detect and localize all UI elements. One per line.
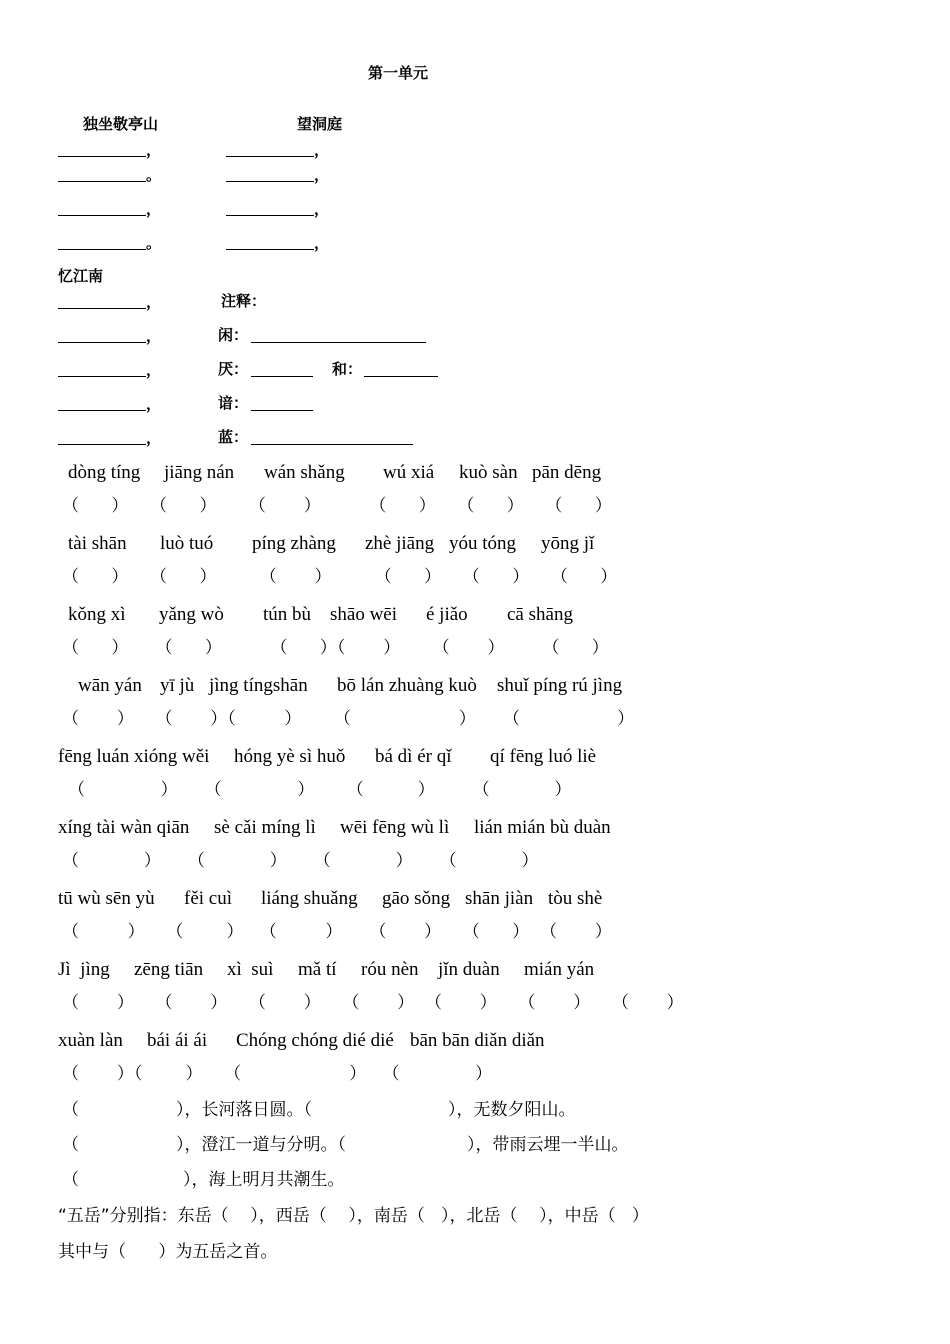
comma: ， [314,234,330,252]
comma: ， [146,361,162,379]
blank-line[interactable] [226,156,314,157]
pinyin-word: qí fēng luó liè [490,746,597,767]
answer-parens[interactable]: （ ） （ ） （ ） （ ） （ ） （ ） [62,496,612,516]
answer-parens[interactable]: （ ） （ ） （ ） （ ） [62,851,539,871]
pinyin-word: shuǐ píng rú jìng [497,675,623,696]
blank-line[interactable] [58,156,146,157]
answer-parens[interactable]: （ ） （ ） （ ） （ ） [68,780,572,800]
answer-parens[interactable]: （ ） （ ） （ ） （ ） （ ） （ ） [62,567,618,587]
comma: ， [146,141,162,159]
pinyin-word: jìng tíngshān [209,675,308,696]
pinyin-word: zēng tiān [134,959,204,980]
pinyin-word: Chóng chóng dié dié [236,1030,394,1051]
period: 。 [146,234,162,252]
pinyin-word: shāo wēi [330,604,398,625]
comma: ， [146,200,162,218]
blank-line[interactable] [58,444,146,445]
pinyin-word: pān dēng [532,462,602,483]
fill-line-1a: ），长河落日圆。（ [176,1100,312,1120]
comma: ， [314,200,330,218]
note-he-label: 和： [332,360,363,378]
pinyin-word: jǐn duàn [438,959,500,980]
pinyin-word: yóu tóng [449,533,517,554]
answer-parens[interactable]: （ ） （ ） （ ） （ ） （ ） （ ） （ ） [62,993,684,1013]
pinyin-word: xuàn làn [58,1030,123,1051]
pinyin-word: mián yán [524,959,595,980]
note-xian-blank[interactable] [251,342,426,343]
pinyin-word: wú xiá [383,462,435,483]
pinyin-word: tū wù sēn yù [58,888,155,909]
pinyin-word: tòu shè [548,888,603,909]
answer-parens[interactable]: （ ）（ ） （ ） （ ） [62,1064,493,1084]
note-xian-label: 闲： [218,326,249,344]
comma: ， [146,395,162,413]
note-an-label: 谙： [218,394,249,412]
pinyin-word: bān bān diǎn diǎn [410,1030,545,1051]
fill-open-paren[interactable]: （ [62,1170,79,1190]
notes-label: 注释： [221,292,267,310]
fill-open-paren[interactable]: （ [62,1100,79,1120]
note-he-blank[interactable] [364,376,438,377]
answer-parens[interactable]: （ ） （ ）（ ） （ ） （ ） [62,709,635,729]
pinyin-word: shān jiàn [465,888,534,909]
pinyin-word: wán shǎng [264,462,345,483]
pinyin-word: fěi cuì [184,888,233,909]
pinyin-word: kǒng xì [68,604,126,625]
note-lan-label: 蓝： [218,428,249,446]
pinyin-word: fēng luán xióng wěi [58,746,210,767]
comma: ， [314,166,330,184]
pinyin-word: tún bù [263,604,312,625]
blank-line[interactable] [58,308,146,309]
pinyin-word: wēi fēng wù lì [340,817,450,838]
pinyin-word: bá dì ér qǐ [375,746,452,767]
blank-line[interactable] [58,376,146,377]
pinyin-word: sè cǎi míng lì [214,817,316,838]
note-yan-blank[interactable] [251,376,313,377]
blank-line[interactable] [226,215,314,216]
pinyin-word: é jiǎo [426,604,468,625]
pinyin-word: luò tuó [160,533,214,554]
pinyin-word: dòng tíng [68,462,141,483]
pinyin-word: róu nèn [361,959,419,980]
pinyin-word: bái ái ái [147,1030,208,1051]
fill-line-1b: ），无数夕阳山。 [448,1100,576,1120]
pinyin-word: jiāng nán [164,462,235,483]
pinyin-word: cā shāng [507,604,573,625]
pinyin-word: gāo sǒng [382,888,451,909]
pinyin-word: wān yán [78,675,142,696]
answer-parens[interactable]: （ ） （ ） （ ）（ ） （ ） （ ） [62,638,609,658]
pinyin-word: yǎng wò [159,604,224,625]
wuyue-question-end: 其中与（ ）为五岳之首。 [58,1242,278,1262]
blank-line[interactable] [58,249,146,250]
note-an-blank[interactable] [251,410,313,411]
comma: ， [146,327,162,345]
poem-title-wdt: 望洞庭 [297,115,343,133]
pinyin-word: yōng jǐ [541,533,595,554]
pinyin-word: píng zhàng [252,533,336,554]
pinyin-word: yī jù [160,675,195,696]
pinyin-word: hóng yè sì huǒ [234,746,346,767]
comma: ， [146,429,162,447]
page-title: 第一单元 [368,64,429,82]
period: 。 [146,166,162,184]
pinyin-word: mǎ tí [298,959,337,980]
comma: ， [314,141,330,159]
pinyin-word: lián mián bù duàn [474,817,611,838]
fill-open-paren[interactable]: （ [62,1135,79,1155]
pinyin-word: xì suì [227,959,274,980]
answer-parens[interactable]: （ ） （ ） （ ） （ ） （ ） （ ） [62,922,612,942]
note-yan-label: 厌： [218,360,249,378]
pinyin-word: liáng shuǎng [261,888,358,909]
blank-line[interactable] [58,342,146,343]
pinyin-word: Jì jìng [58,959,110,980]
pinyin-word: zhè jiāng [365,533,435,554]
note-lan-blank[interactable] [251,444,413,445]
fill-line-2b: ），带雨云埋一半山。 [467,1135,629,1155]
poem-title-yjn: 忆江南 [58,267,104,285]
fill-line-3a: ），海上明月共潮生。 [183,1170,345,1190]
pinyin-word: kuò sàn [459,462,518,483]
poem-title-dzjts: 独坐敬亭山 [83,115,159,133]
pinyin-word: xíng tài wàn qiān [58,817,190,838]
wuyue-question: “五岳”分别指：东岳（ ），西岳（ ），南岳（ ），北岳（ ），中岳（ ） [58,1206,649,1226]
blank-line[interactable] [226,181,314,182]
pinyin-word: tài shān [68,533,127,554]
blank-line[interactable] [58,215,146,216]
blank-line[interactable] [226,249,314,250]
comma: ， [146,293,162,311]
blank-line[interactable] [58,181,146,182]
fill-line-2a: ），澄江一道与分明。（ [176,1135,346,1155]
pinyin-word: bō lán zhuàng kuò [337,675,477,696]
blank-line[interactable] [58,410,146,411]
